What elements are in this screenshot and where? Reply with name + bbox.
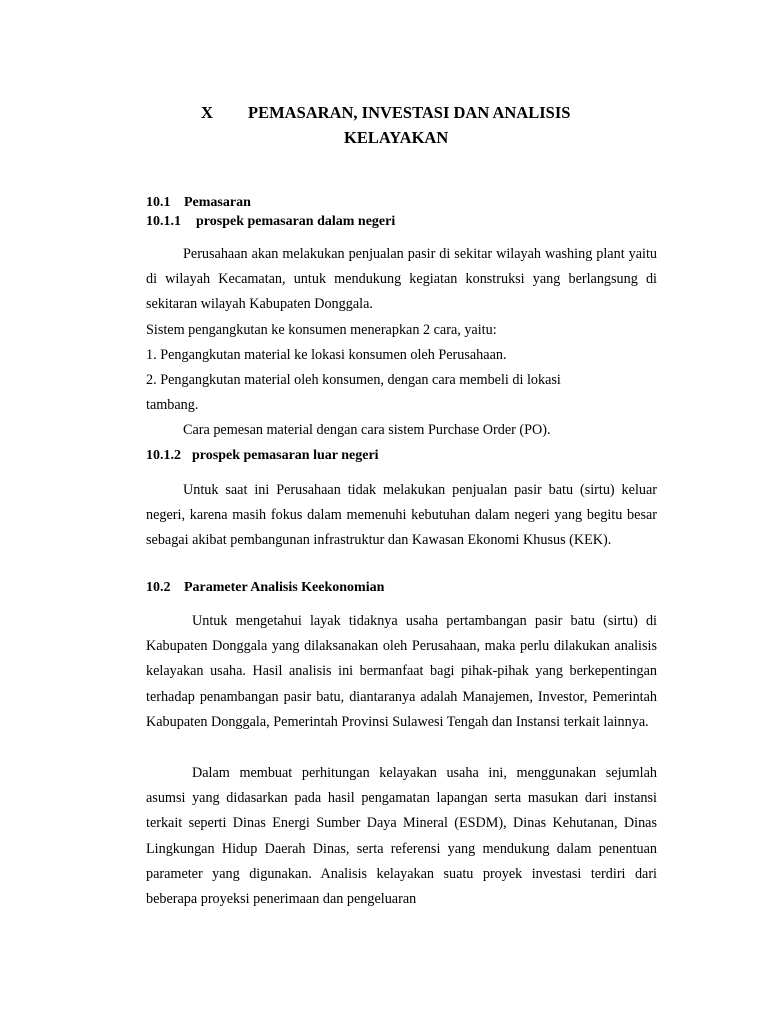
section-title: Pemasaran xyxy=(184,195,251,210)
section-title: prospek pemasaran luar negeri xyxy=(192,448,379,463)
list-item-1: 1. Pengangkutan material ke lokasi konsumen oleh Perusahaan. xyxy=(146,347,507,363)
section-heading-10-1-2 xyxy=(146,448,379,464)
paragraph-feasibility-assumptions: Dalam membuat perhitungan kelayakan usaha ini, menggunakan sejumlah asumsi yang didasarkan pada hasil pengamatan lapangan serta masukan dari instansi terkait seperti Dinas Energi Sumber Daya Mineral (ESDM), Dinas Kehutanan, Dinas Lingkungan Hidup Daerah Dinas, serta referensi yang mendukung dalam penentuan parameter yang digunakan. Analisis kelayakan suatu proyek investasi terdiri dari beberapa proyeksi penerimaan dan pengeluaran xyxy=(146,765,657,908)
section-title: prospek pemasaran dalam negeri xyxy=(196,214,396,229)
section-heading-10-1-1 xyxy=(146,214,395,230)
section-number: 10.2 xyxy=(146,580,171,595)
section-title: Parameter Analisis Keekonomian xyxy=(184,580,385,595)
chapter-number: X xyxy=(201,103,213,122)
paragraph-feasibility-intro: Untuk mengetahui layak tidaknya usaha pertambangan pasir batu (sirtu) di Kabupaten Donggala yang dilaksanakan oleh Perusahaan, maka perlu dilakukan analisis kelayakan usaha. Hasil analisis ini bermanfaat bagi pihak-pihak yang berkepentingan terhadap penambangan pasir batu, diantaranya adalah Manajemen, Investor, Pemerintah Kabupaten Donggala, Pemerintah Provinsi Sulawesi Tengah dan Instansi terkait lainnya. xyxy=(146,613,657,730)
section-number: 10.1.2 xyxy=(146,448,181,463)
chapter-title-line1: PEMASARAN, INVESTASI DAN ANALISIS xyxy=(248,103,571,122)
paragraph-export-sales: Untuk saat ini Perusahaan tidak melakukan penjualan pasir batu (sirtu) keluar negeri, karena masih fokus dalam memenuhi kebutuhan dalam negeri yang begitu besar sebagai akibat pembangunan infrastruktur dan Kawasan Ekonomi Khusus (KEK). xyxy=(146,482,657,549)
section-number: 10.1 xyxy=(146,195,171,210)
list-item-2-cont: tambang. xyxy=(146,397,199,413)
paragraph-order-method: Cara pemesan material dengan cara sistem Purchase Order (PO). xyxy=(183,422,551,438)
paragraph-domestic-sales: Perusahaan akan melakukan penjualan pasir di sekitar wilayah washing plant yaitu di wilayah Kecamatan, untuk mendukung kegiatan konstruksi yang berlangsung di sekitaran wilayah Kabupaten Donggala. xyxy=(146,246,657,313)
chapter-title-line2: KELAYAKAN xyxy=(344,128,449,147)
section-heading-10-2 xyxy=(146,580,384,596)
section-number: 10.1.1 xyxy=(146,214,181,229)
list-item-2: 2. Pengangkutan material oleh konsumen, dengan cara membeli di lokasi xyxy=(146,372,561,388)
paragraph-transport-system: Sistem pengangkutan ke konsumen menerapkan 2 cara, yaitu: xyxy=(146,322,497,338)
section-heading-10-1 xyxy=(146,195,251,211)
